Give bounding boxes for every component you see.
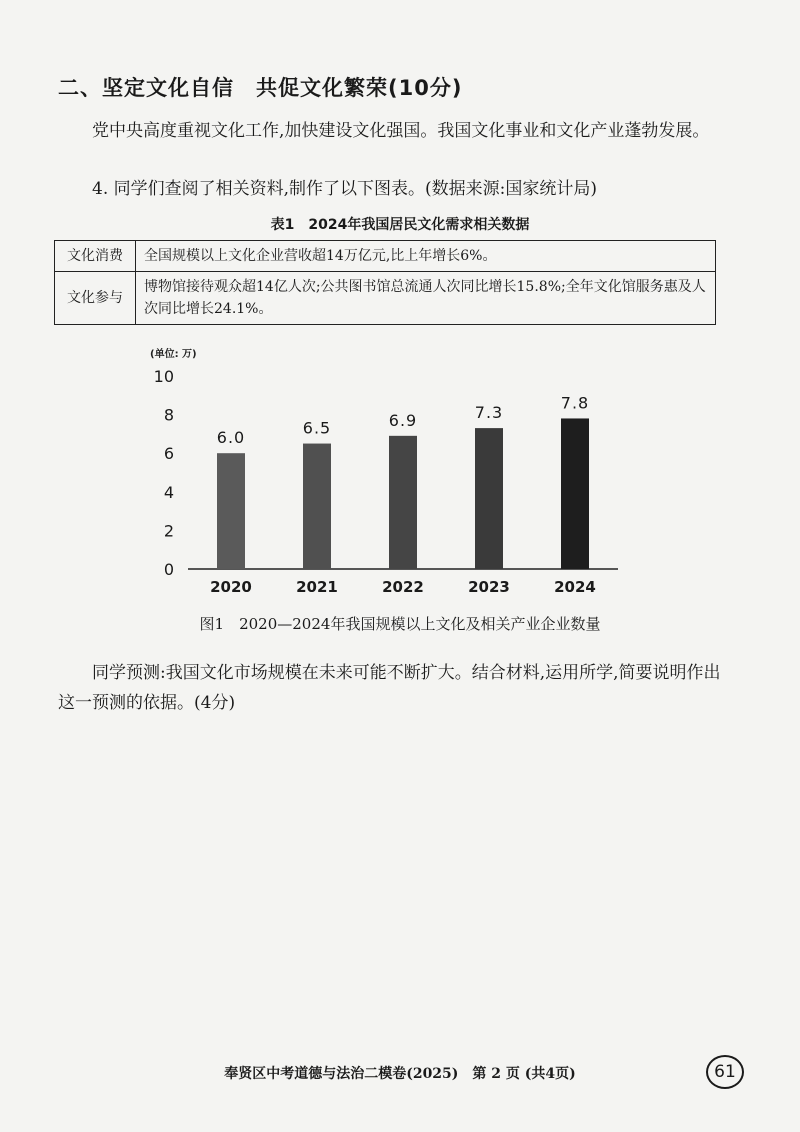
prediction-question: 同学预测:我国文化市场规模在未来可能不断扩大。结合材料,运用所学,简要说明作出这一预测的依据。(4分) (58, 663, 721, 713)
section-title: 二、坚定文化自信 共促文化繁荣(10分) (58, 76, 463, 100)
x-tick-label: 2023 (468, 578, 510, 596)
y-tick-label: 4 (163, 482, 174, 502)
x-tick-label: 2021 (296, 578, 338, 596)
question-4: 4. 同学们查阅了相关资料,制作了以下图表。(数据来源:国家统计局) (92, 179, 598, 199)
bar-2024 (561, 418, 589, 569)
bar-2021 (303, 444, 331, 569)
bar-value-label: 6.5 (302, 418, 332, 438)
y-tick-label: 0 (163, 560, 174, 579)
table-caption: 表1 2024年我国居民文化需求相关数据 (270, 217, 530, 233)
bar-value-label: 6.0 (216, 428, 246, 448)
y-tick-label: 10 (153, 367, 174, 386)
demand-data-table (54, 240, 716, 325)
bar-2023 (475, 428, 503, 569)
bar-2020 (217, 453, 245, 569)
row-content: 博物馆接待观众超14亿人次;公共图书馆总流通人次同比增长15.8%;全年文化馆服务惠及人次同比增长24.1%。 (136, 272, 716, 325)
bar-value-label: 7.3 (474, 403, 504, 423)
page-number-badge: 61 (706, 1055, 744, 1089)
figure-caption: 图1 2020—2024年我国规模以上文化及相关产业企业数量 (199, 615, 601, 633)
y-tick-label: 6 (163, 444, 174, 464)
row-label: 文化参与 (55, 272, 136, 325)
bar-value-label: 6.9 (388, 410, 418, 430)
page-footer: 奉贤区中考道德与法治二模卷(2025) 第 2 页 (共4页) (224, 1066, 576, 1082)
row-label: 文化消费 (55, 241, 136, 272)
bar-2022 (389, 436, 417, 569)
chart-unit-label: (单位: 万) (150, 349, 197, 360)
table-row (55, 241, 716, 272)
intro-paragraph: 党中央高度重视文化工作,加快建设文化强国。我国文化事业和文化产业蓬勃发展。 (92, 121, 710, 141)
y-tick-label: 8 (163, 405, 174, 425)
table-row (55, 272, 716, 325)
enterprise-count-bar-chart (140, 340, 630, 610)
x-tick-label: 2022 (382, 578, 424, 596)
y-tick-label: 2 (163, 521, 174, 541)
bar-value-label: 7.8 (560, 393, 590, 413)
x-tick-label: 2020 (210, 578, 252, 596)
x-tick-label: 2024 (554, 578, 596, 596)
row-content: 全国规模以上文化企业营收超14万亿元,比上年增长6%。 (136, 241, 716, 272)
